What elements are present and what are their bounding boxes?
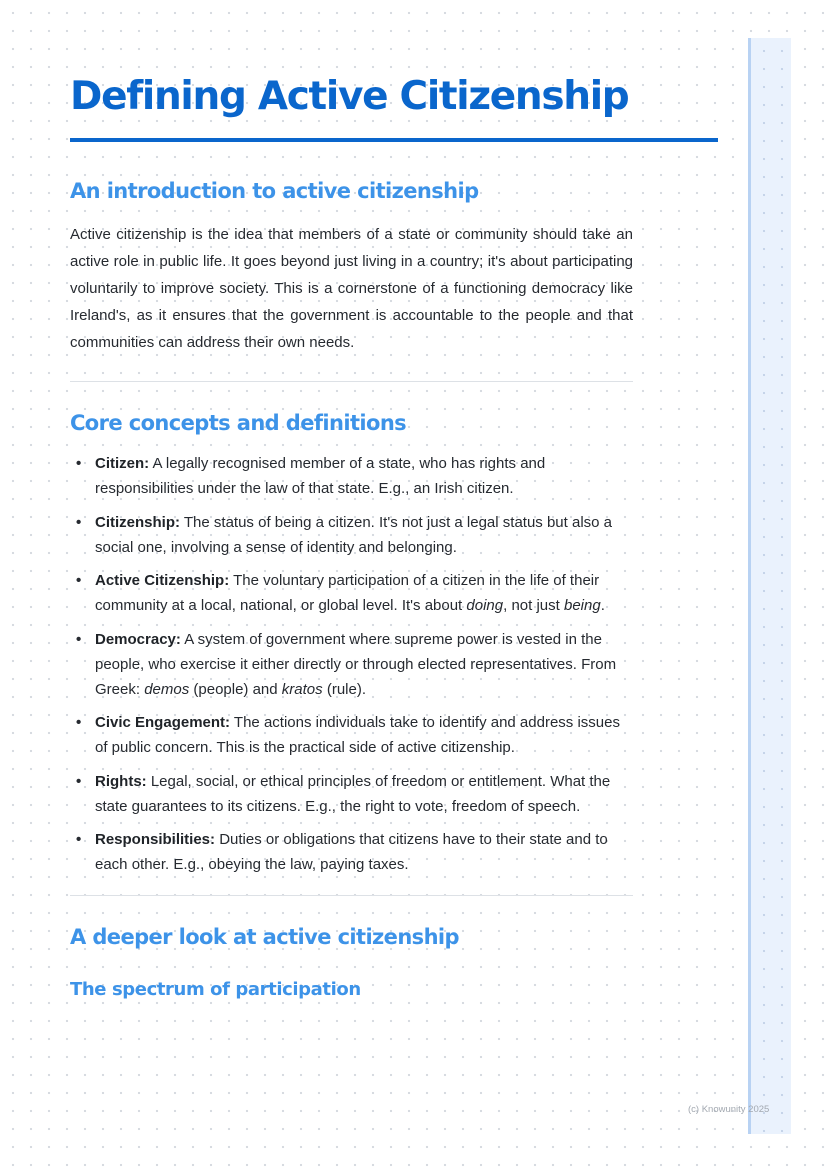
- spectrum-subheading: The spectrum of participation: [70, 979, 361, 1000]
- intro-heading: An introduction to active citizenship: [70, 179, 479, 203]
- definition-term: Citizen:: [95, 455, 150, 472]
- definition-item-responsibilities: [70, 827, 633, 877]
- definition-item-civic-engagement: [70, 710, 633, 760]
- definition-term: Rights:: [95, 772, 147, 790]
- bullet-icon: •: [76, 831, 82, 848]
- bullet-icon: •: [76, 513, 82, 531]
- definition-term: Civic Engagement:: [95, 714, 231, 731]
- core-concepts-heading: Core concepts and definitions: [70, 411, 407, 435]
- document-page: [70, 70, 718, 1002]
- page-title: Defining Active Citizenship: [70, 74, 629, 119]
- bullet-icon: •: [76, 772, 82, 790]
- definition-text: (people) and: [189, 680, 282, 698]
- definition-text: The status of being a citizen. It's not just a legal status but also a social one, involving a sense of identity and belonging.: [95, 513, 613, 556]
- definition-text: The actions individuals take to identify and address issues of public concern. This is the practical side of active citizenship.: [95, 714, 620, 756]
- bullet-icon: •: [76, 630, 82, 648]
- definition-emphasis: kratos: [281, 680, 323, 698]
- definition-text: Duties or obligations that citizens have to their state and to each other. E.g., obeying the law, paying taxes.: [95, 831, 608, 873]
- definition-term: Democracy:: [95, 630, 181, 648]
- definition-item-rights: [70, 769, 633, 819]
- definition-item-democracy: [70, 627, 633, 702]
- definition-text: , not just: [503, 597, 564, 614]
- definition-term: Citizenship:: [95, 513, 180, 531]
- definition-term: Responsibilities:: [95, 831, 216, 848]
- definition-text: (rule).: [322, 680, 366, 698]
- definition-text: .: [600, 597, 605, 614]
- definition-emphasis: doing: [466, 597, 504, 614]
- definitions-list: [70, 451, 633, 877]
- intro-paragraph: Active citizenship is the idea that members of a state or community should take an active role in public life. It goes beyond just living in a country; it's about participating voluntarily to improve society. This is a cornerstone of a functioning democracy like Ireland's, as it ensures that the government is accountable to the people and that communities can address their own needs.: [70, 226, 633, 351]
- section-divider: [70, 381, 633, 382]
- bullet-icon: •: [76, 455, 82, 472]
- definition-text: Legal, social, or ethical principles of freedom or entitlement. What the state guarantees to its citizens. E.g., the right to vote, freedom of speech.: [95, 772, 611, 815]
- definition-term: Active Citizenship:: [95, 572, 230, 589]
- definition-emphasis: being: [563, 597, 601, 614]
- bullet-icon: •: [76, 714, 82, 731]
- definition-text: A legally recognised member of a state, who has rights and responsibilities under the law of that state. E.g., an Irish citizen.: [95, 455, 546, 497]
- side-margin-strip: [748, 38, 791, 1134]
- definition-item-citizen: [70, 451, 633, 501]
- bullet-icon: •: [76, 572, 82, 589]
- definition-text: A system of government where supreme power is vested in the people, who exercise it either directly or through elected representatives. From Greek:: [95, 630, 617, 698]
- section-divider: [70, 895, 633, 896]
- deeper-look-heading: A deeper look at active citizenship: [70, 925, 459, 949]
- definition-text: The voluntary participation of a citizen in the life of their community at a local, national, or global level. It's about: [95, 572, 600, 614]
- title-underline: [70, 138, 718, 142]
- definition-item-citizenship: [70, 510, 633, 560]
- copyright-footer: (c) Knowunity 2025: [688, 1104, 770, 1115]
- definition-emphasis: demos: [144, 680, 190, 698]
- definition-item-active-citizenship: [70, 568, 633, 618]
